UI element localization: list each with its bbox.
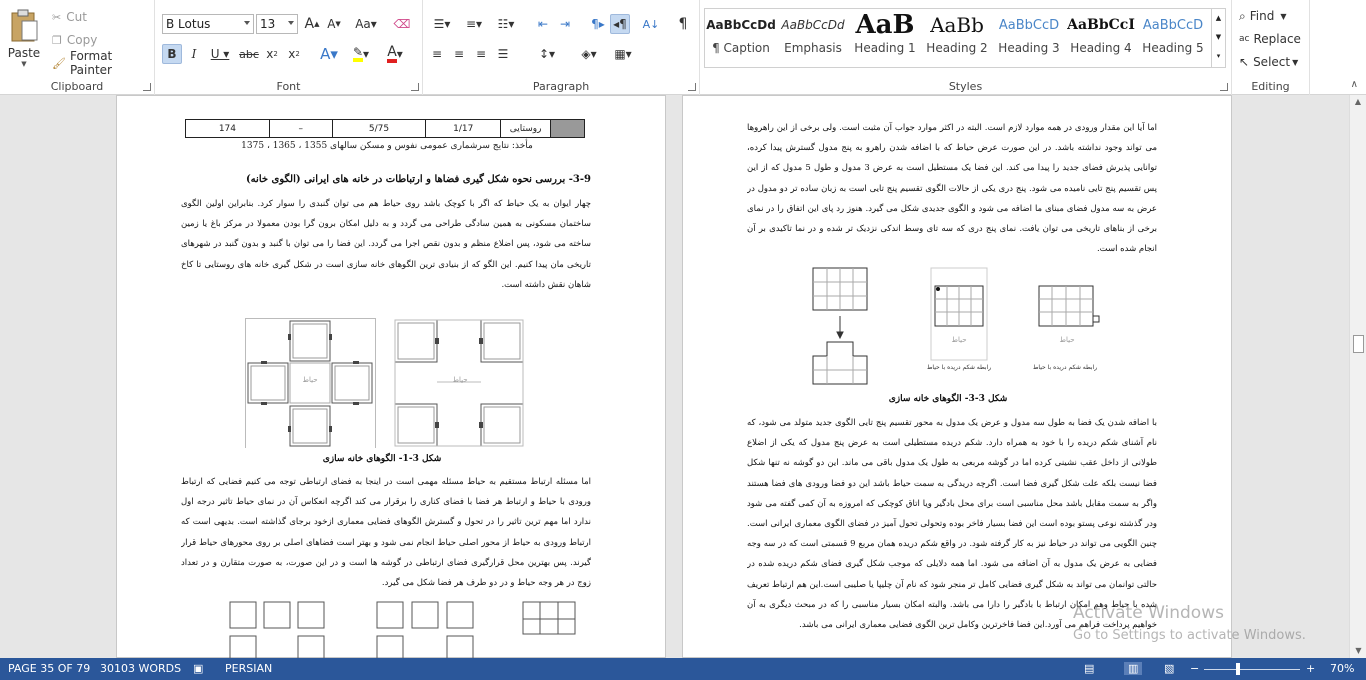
font-color-button[interactable]: A ▾ xyxy=(387,43,403,61)
section-heading: 3-9- بررسی نحوه شکل گیری فضاها و ارتباطات در خانه های ایرانی (الگوی خانه) xyxy=(245,174,591,185)
courtyard-label: حیاط xyxy=(452,376,468,384)
table-cell: 1/17 xyxy=(426,120,501,138)
select-button[interactable] xyxy=(1238,52,1299,72)
clipboard-launcher-icon[interactable] xyxy=(143,83,151,91)
chevron-down-icon: ▼ xyxy=(1292,57,1299,67)
copy-label: Copy xyxy=(66,33,98,47)
table-cell: روستایی xyxy=(501,120,551,138)
style-name: ¶ Caption xyxy=(712,41,770,55)
font-group xyxy=(155,0,423,95)
clipboard-group-label: Clipboard xyxy=(50,80,104,93)
paragraph-launcher-icon[interactable] xyxy=(688,83,696,91)
style-name: Heading 2 xyxy=(926,41,988,55)
align-center-button[interactable]: ≡ xyxy=(453,47,465,61)
word-count[interactable]: 30103 WORDS xyxy=(100,662,182,675)
numbering-button[interactable]: ≡▾ xyxy=(465,17,483,31)
style-heading-3[interactable] xyxy=(993,9,1065,61)
multilevel-list-button[interactable]: ☷▾ xyxy=(497,17,515,31)
style-name: Heading 1 xyxy=(854,41,916,55)
find-button[interactable] xyxy=(1238,6,1287,26)
style-caption[interactable] xyxy=(705,9,777,61)
figure-caption: شکل 3-3- الگوهای خانه سازی xyxy=(888,394,1008,404)
chevron-down-icon: ▼ xyxy=(1280,11,1287,21)
watermark-subtitle: Go to Settings to activate Windows. xyxy=(1073,628,1306,643)
style-heading-4[interactable] xyxy=(1065,9,1137,61)
show-marks-button[interactable]: ¶ xyxy=(678,16,688,32)
floor-plan-drawing xyxy=(803,266,1113,390)
editing-group xyxy=(1232,0,1310,95)
styles-group-label: Styles xyxy=(948,80,983,93)
data-table xyxy=(185,119,585,138)
zoom-slider-thumb[interactable] xyxy=(1236,663,1240,675)
bold-button[interactable]: B xyxy=(162,44,182,64)
style-sample: AaBbCcI xyxy=(1067,17,1135,33)
rtl-direction-button[interactable]: ◂¶ xyxy=(610,14,630,34)
figure-plan-2 xyxy=(227,599,587,658)
replace-label: Replace xyxy=(1253,32,1301,46)
cut-button[interactable] xyxy=(48,8,91,26)
scroll-thumb[interactable] xyxy=(1353,335,1364,353)
floor-plan-drawing xyxy=(245,318,527,448)
chevron-down-icon xyxy=(288,21,294,25)
page-right[interactable] xyxy=(682,95,1232,658)
paintbrush-icon: 🖌 xyxy=(52,56,66,70)
copy-button[interactable] xyxy=(48,31,101,49)
figure-caption: شکل 3-1- الگوهای خانه سازی xyxy=(322,454,442,464)
style-name: Heading 4 xyxy=(1070,41,1132,55)
style-sample: AaBbCcD xyxy=(1142,17,1204,33)
styles-gallery xyxy=(704,8,1226,68)
table-cell: – xyxy=(269,120,332,138)
superscript-button[interactable]: x 2 xyxy=(288,47,300,61)
chevron-down-icon xyxy=(244,21,250,25)
scroll-up-icon[interactable]: ▲ xyxy=(1215,14,1222,22)
table-row xyxy=(186,120,585,138)
paragraph-group xyxy=(423,0,700,95)
document-area xyxy=(0,95,1366,658)
italic-button[interactable]: I xyxy=(191,47,197,61)
more-styles-icon[interactable]: ▾ xyxy=(1216,52,1221,60)
justify-button[interactable]: ☰ xyxy=(497,47,509,61)
grow-font-button[interactable]: A ▲ xyxy=(304,16,320,32)
clipboard-group xyxy=(0,0,155,95)
style-sample: AaBbCcD xyxy=(998,17,1060,33)
styles-group xyxy=(700,0,1232,95)
paste-button[interactable] xyxy=(4,4,44,72)
style-name: Heading 5 xyxy=(1142,41,1204,55)
style-sample: AaBbCcDd xyxy=(781,18,845,32)
ltr-direction-button[interactable]: ¶▸ xyxy=(591,17,605,31)
font-name-dropdown[interactable] xyxy=(162,14,254,34)
replace-button[interactable] xyxy=(1238,29,1302,49)
font-name-value: B Lotus xyxy=(166,17,211,31)
clear-formatting-button[interactable]: ⌫ xyxy=(393,17,411,31)
paste-label: Paste xyxy=(7,45,41,60)
font-size-value: 13 xyxy=(260,17,276,31)
decrease-indent-button[interactable]: ⇤ xyxy=(537,17,549,31)
font-launcher-icon[interactable] xyxy=(411,83,419,91)
borders-button[interactable]: ▦▾ xyxy=(614,47,632,61)
style-heading-2[interactable] xyxy=(921,9,993,61)
subscript-button[interactable]: x 2 xyxy=(266,47,278,61)
body-paragraph: چهار ایوان به یک حیاط که اگر با کوچک باشد روی حیاط هم می توان گنبدی را سوار کرد. بنابراین اولین الگوی ساختمان مسکونی به همین سادگی طراحی می گردد و به دلیل امکان برون گرا بودن معمولا در مرکز باغ یا زمین ساخته می شود، پس اضلاع منظم و بدون نقص اجرا می گردد. این فضا را می توان با گنبد و بدون گنبد در شهرهای تاریخی مان پیدا کنیم. این الگو که از بنیادی ترین الگوهای خانه سازی است در شکل گیری خانه های روستایی تا کاخ شاهان نقش داشته است. xyxy=(181,199,591,290)
styles-launcher-icon[interactable] xyxy=(1220,83,1228,91)
table-source: مأخذ: نتایج سرشماری عمومی نفوس و مسکن سالهای 1355 ، 1365 ، 1375 xyxy=(241,141,533,151)
shrink-font-button[interactable]: A ▼ xyxy=(327,17,341,31)
body-paragraph: اما مسئله ارتباط مستقیم به حیاط مسئله مهمی است در اینجا به فضای ارتباطی توجه می کنیم فضایی که ارتباط ورودی با حیاط و ارتباط هر فضا با فضای کناری را برقرار می کند اگرچه انعکاس آن در نمای حیاط تاثیر درجه اول ندارد اما مهم ترین تاثیر را در تحول و گسترش الگوهای فضایی معماری ازخود برجای گذاشته است. بدیهی است که ارتباط ورودی به حیاط از محور اصلی حیاط انجام نمی شود و بهتر است فضاهای اصلی بر روی محورهای حیاط قرار گیرند. پس بهترین محل قرارگیری فضای ارتباطی در گوشه ها است و در این صورت، به صورت متقارن و در تعداد زوج در هر وجه حیاط و در دو طرف هر فضا شکل می گیرد. xyxy=(181,477,591,589)
zoom-in-icon[interactable]: + xyxy=(1306,662,1316,675)
line-spacing-button[interactable]: ↕▾ xyxy=(538,47,556,61)
style-emphasis[interactable] xyxy=(777,9,849,61)
table-cell: 5/75 xyxy=(332,120,426,138)
chevron-down-icon: ▼ xyxy=(21,59,27,68)
copy-icon: ❐ xyxy=(52,33,62,47)
floor-plan-drawing xyxy=(227,599,587,658)
ribbon xyxy=(0,0,1366,95)
font-size-dropdown[interactable] xyxy=(256,14,298,34)
table-cell: 174 xyxy=(186,120,270,138)
paragraph-group-label: Paragraph xyxy=(532,80,590,93)
shading-button[interactable]: ◈▾ xyxy=(581,47,597,61)
vertical-scrollbar[interactable] xyxy=(1349,95,1366,658)
style-name: Heading 3 xyxy=(998,41,1060,55)
find-label: Find xyxy=(1249,9,1275,23)
underline-button[interactable]: U ▾ xyxy=(210,47,230,61)
clipboard-icon xyxy=(9,9,39,43)
bullets-button[interactable]: ☰▾ xyxy=(433,17,451,31)
style-name: Emphasis xyxy=(784,41,842,55)
proofing-icon[interactable]: ▣ xyxy=(193,662,204,675)
figure-plan-3 xyxy=(803,266,1113,390)
read-mode-icon[interactable]: ▤ xyxy=(1084,662,1095,675)
style-heading-5[interactable] xyxy=(1137,9,1209,61)
format-painter-button[interactable] xyxy=(48,49,154,77)
style-sample: AaBb xyxy=(930,13,984,37)
align-right-button[interactable]: ≡ xyxy=(475,47,487,61)
style-sample: AaB xyxy=(855,10,915,40)
zoom-level[interactable]: 70% xyxy=(1330,662,1355,675)
text-effects-button[interactable]: A▾ xyxy=(320,45,338,63)
style-sample: AaBbCcDd xyxy=(706,18,776,32)
format-painter-label: Format Painter xyxy=(69,49,113,77)
highlight-button[interactable]: ✎ ▾ xyxy=(352,45,370,61)
change-case-button[interactable]: Aa▾ xyxy=(355,17,377,31)
table-cell-shaded xyxy=(551,120,585,138)
cut-label: Cut xyxy=(66,10,87,24)
page-count[interactable]: PAGE 35 OF 79 xyxy=(8,662,91,675)
styles-scroll xyxy=(1211,9,1225,67)
language-indicator[interactable]: PERSIAN xyxy=(225,662,273,675)
figure-sublabel: رابطه شکم دریده با حیاط xyxy=(1032,364,1098,371)
editing-group-label: Editing xyxy=(1251,80,1290,93)
print-layout-icon[interactable]: ▥ xyxy=(1124,662,1142,675)
sort-button[interactable]: A↓ xyxy=(642,17,660,31)
highlighter-icon: ✎ xyxy=(353,46,363,62)
watermark-title: Activate Windows xyxy=(1073,603,1224,623)
zoom-out-icon[interactable]: − xyxy=(1190,662,1200,675)
courtyard-label: حیاط xyxy=(302,376,318,384)
align-left-button[interactable]: ≡ xyxy=(431,47,443,61)
replace-icon: ac xyxy=(1239,34,1250,44)
increase-indent-button[interactable]: ⇥ xyxy=(559,17,571,31)
font-group-label: Font xyxy=(276,80,301,93)
courtyard-label: حیاط xyxy=(951,336,967,344)
scroll-down-icon[interactable]: ▼ xyxy=(1215,33,1222,41)
style-heading-1[interactable] xyxy=(849,9,921,61)
collapse-ribbon-icon[interactable]: ∧ xyxy=(1350,79,1358,90)
web-layout-icon[interactable]: ▧ xyxy=(1164,662,1175,675)
figure-plan-1 xyxy=(245,318,527,448)
zoom-slider[interactable] xyxy=(1204,669,1300,670)
body-paragraph: اما آیا این مقدار ورودی در همه موارد لازم است. البته در اکثر موارد جواب آن مثبت است. ولی برخی از این راهروها می تواند وجود نداشته باشد. در این صورت عرض حیاط که با اضافه شدن راهرو به پنج مدول گسترش پیدا کرده، توانایی پذیرش فضای جدید را پیدا می کند. این فضا یک مستطیل است به عرض 3 مدول و طول 5 مدول که از این پس تقسیم پنج تایی نامیده می شود. پنج دری یکی از حالات الگوی تقسیم پنج تایی است به زبان ساده تر دو مدول در عرض به سه مدول فضای مبنای ما اضافه می شود و الگوی جدیدی شکل می گیرد. هنوز رد پای این اتفاق را در نمای برخی از بناهای تاریخی می توان یافت. نمای پنج دری که سه تای وسط اندکی نزدیک تر شده و در نما تاکیدی بر آن انجام شده است. xyxy=(747,123,1157,255)
scroll-up-icon[interactable]: ▲ xyxy=(1354,97,1362,106)
body-paragraph: با اضافه شدن یک فضا به طول سه مدول و عرض یک مدول به محور تقسیم پنج تایی الگوی جدید متولد می شود، که نام آشنای شکم دریده را با خود به همراه دارد. شکم دریده مستطیلی است به عرض پنج مدول که یکی از اضلاع طولانی از داخل عقب نشینی کرده اما در گوشه مربعی به طول یک مدول باقی می ماند. این دو گوشه نه تنها شکل فضا نیست بلکه علت شکل گیری فضا است. اگرچه دریدگی به سمت حیاط باشد این دو فضا ورودی های فضا هستند واگر به سمت مقابل باشد محل مناسبی است برای محل بادگیر ویا اتاق کوچکی که امروزه به آن کمی گفته می شود ودر گذشته نوعی پستو بوده است این فضا بسیار فاخر بوده وتحولی تحول آمیز در فضای الگوی معماری ایرانی است. چنین الگویی می تواند در حیاط نیز به کار گرفته شود. در واقع شکم دریده همان مربع 9 قسمتی است که در سه وجه فضایی به عرض یک مدول به آن اضافه می شود. اما همه دلایلی که موجب شکل گیری فضای شکم دریده شده در حالتی توانمان می تواند به شکل گیری فضایی کامل تر منجر شود که نام آن چلیپا یا صلیبی است.این هم ارتباط تعریف شده با حیاط وهم امکان ارتباط با بادگیر را دارا می باشد. والبته امکان بسیار مناسبی را که در مبحث دیگری به آن خواهیم پرداخت فراهم می آورد.این فضا فاخرترین وکامل ترین الگوی فضایی معماری ایرانی می باشد. xyxy=(747,418,1157,631)
status-bar xyxy=(0,658,1366,680)
font-color-icon: A xyxy=(387,46,397,63)
select-label: Select xyxy=(1253,55,1291,69)
scissors-icon: ✂ xyxy=(52,10,62,24)
courtyard-label: حیاط xyxy=(1059,336,1075,344)
page-left[interactable] xyxy=(116,95,666,658)
cursor-icon: ↖ xyxy=(1239,55,1250,69)
scroll-down-icon[interactable]: ▼ xyxy=(1355,646,1362,655)
figure-sublabel: رابطه شکم دریده با حیاط xyxy=(926,364,992,371)
strikethrough-button[interactable]: abc xyxy=(239,47,259,61)
binoculars-icon: ⌕ xyxy=(1239,8,1246,23)
